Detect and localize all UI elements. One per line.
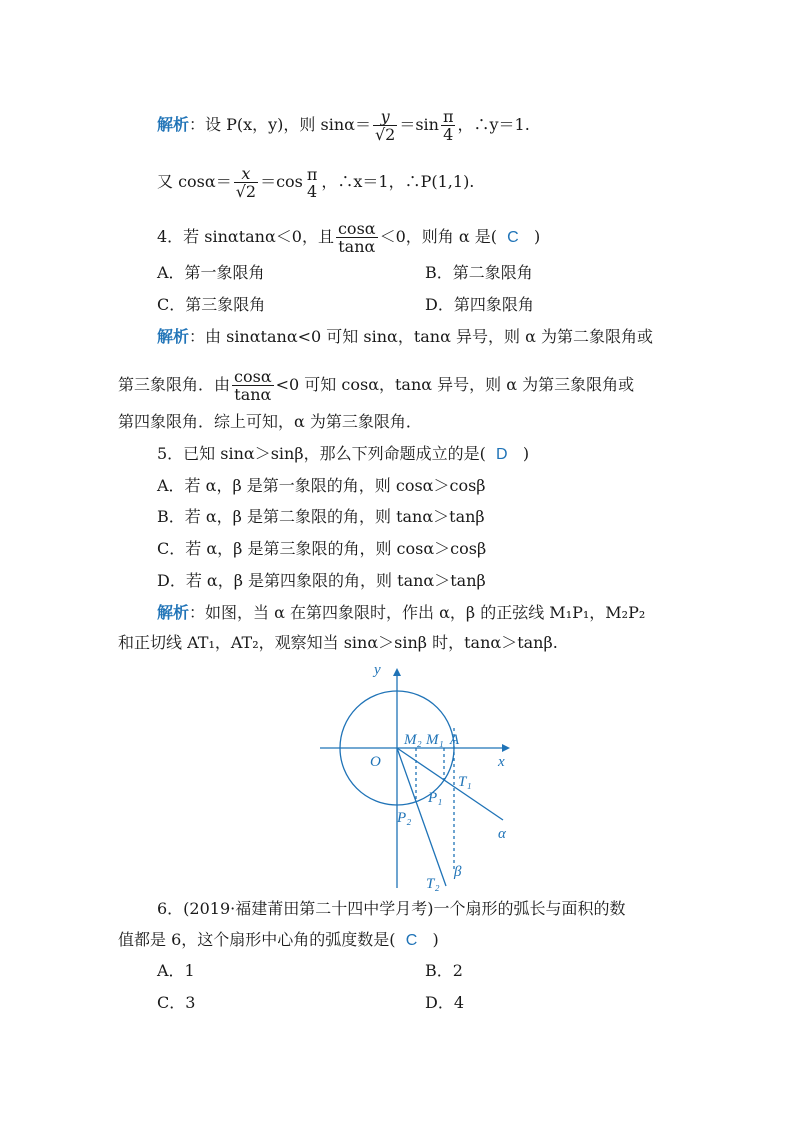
label-t2: T₂ bbox=[426, 876, 440, 892]
label-origin: O bbox=[370, 754, 381, 770]
option-a: A．第一象限角 bbox=[157, 263, 265, 282]
label-m2: M₂ bbox=[404, 732, 422, 748]
solution-4-line-3: 第四象限角．综上可知，α 为第三象限角． bbox=[118, 412, 422, 431]
solution-5-line-2: 和正切线 AT₁，AT₂，观察知当 sinα＞sinβ 时，tanα＞tanβ. bbox=[118, 633, 558, 652]
answer-mark: D bbox=[496, 446, 508, 463]
option-d: D．若 α，β 是第四象限的角，则 tanα＞tanβ bbox=[157, 571, 486, 590]
option-b: B．第二象限角 bbox=[425, 263, 533, 282]
option-d: D．4 bbox=[425, 993, 465, 1012]
label-x: x bbox=[498, 754, 505, 770]
label-m1: M₁ bbox=[426, 732, 444, 748]
label-alpha: α bbox=[498, 826, 506, 842]
question-6-stem-line-2: 值都是 6，这个扇形中心角的弧度数是( C ) bbox=[118, 930, 439, 949]
label-y: y bbox=[374, 662, 381, 678]
label-t1: T₁ bbox=[458, 774, 472, 790]
fraction: $\frac{\cos\alpha}{\tan\alpha}$ bbox=[337, 219, 376, 256]
option-d: D．第四象限角 bbox=[425, 295, 534, 314]
answer-mark: C bbox=[405, 932, 418, 949]
fraction: $\frac{\cos\alpha}{\tan\alpha}$ bbox=[234, 367, 272, 404]
option-b: B．若 α，β 是第二象限的角，则 tanα＞tanβ bbox=[157, 507, 485, 526]
solution-4-line-1: 解析：由 sinαtanα<0 可知 sinα，tanα 异号，则 α 为第二象限角或 bbox=[157, 327, 653, 346]
question-6-stem-line-1: 6．(2019·福建莆田第二十四中学月考)一个扇形的弧长与面积的数 bbox=[157, 899, 626, 918]
solution-5-line-1: 解析：如图，当 α 在第四象限时，作出 α，β 的正弦线 M₁P₁，M₂P₂ bbox=[157, 603, 646, 622]
option-c: C．3 bbox=[157, 993, 196, 1012]
label-p2: P₂ bbox=[397, 810, 412, 826]
option-c: C．若 α，β 是第三象限的角，则 cosα＞cosβ bbox=[157, 539, 487, 558]
option-b: B．2 bbox=[425, 961, 463, 980]
fraction: $\frac{y}{√2}$ bbox=[374, 107, 396, 144]
option-a: A．若 α，β 是第一象限的角，则 cosα＞cosβ bbox=[157, 476, 486, 495]
solution-3-line-1: 解析：设 P(x，y)，则 sinα＝ $\frac{y}{√2}$ ＝sin $\frac{\pi}{4}$ ，∴y＝1. bbox=[157, 107, 530, 144]
y-axis-arrow bbox=[393, 668, 401, 676]
solution-label: 解析 bbox=[157, 327, 190, 346]
option-c: C．第三象限角 bbox=[157, 295, 266, 314]
label-beta: β bbox=[454, 864, 462, 880]
fraction: π 4 bbox=[306, 164, 318, 201]
label-a: A bbox=[450, 732, 460, 748]
label-p1: P₁ bbox=[428, 790, 443, 806]
question-4-stem: 4．若 sinαtanα＜0，且 $\frac{\cos\alpha}{\tan\alpha}$ ＜0，则角 α 是( C ) bbox=[157, 219, 541, 256]
solution-label: 解析 bbox=[157, 115, 190, 134]
solution-4-line-2: 第三象限角．由 $\frac{\cos\alpha}{\tan\alpha}$ <0 可知 cosα，tanα 异号，则 α 为第三象限角或 bbox=[118, 367, 635, 404]
option-a: A．1 bbox=[157, 961, 195, 980]
solution-3-line-2: 又 cosα＝ $\frac{x}{√2}$ ＝cos π 4 ，∴x＝1，∴P(1,1). bbox=[157, 164, 475, 201]
x-axis-arrow bbox=[502, 744, 510, 752]
question-5-stem: 5．已知 sinα＞sinβ，那么下列命题成立的是( D ) bbox=[157, 444, 530, 463]
unit-circle-figure bbox=[318, 660, 518, 892]
fraction: $\frac{\pi}{4}$ bbox=[442, 107, 454, 144]
answer-mark: C bbox=[507, 229, 519, 246]
alpha-ray bbox=[397, 748, 503, 820]
fraction: $\frac{x}{√2}$ bbox=[235, 164, 257, 201]
solution-label: 解析 bbox=[157, 603, 190, 622]
